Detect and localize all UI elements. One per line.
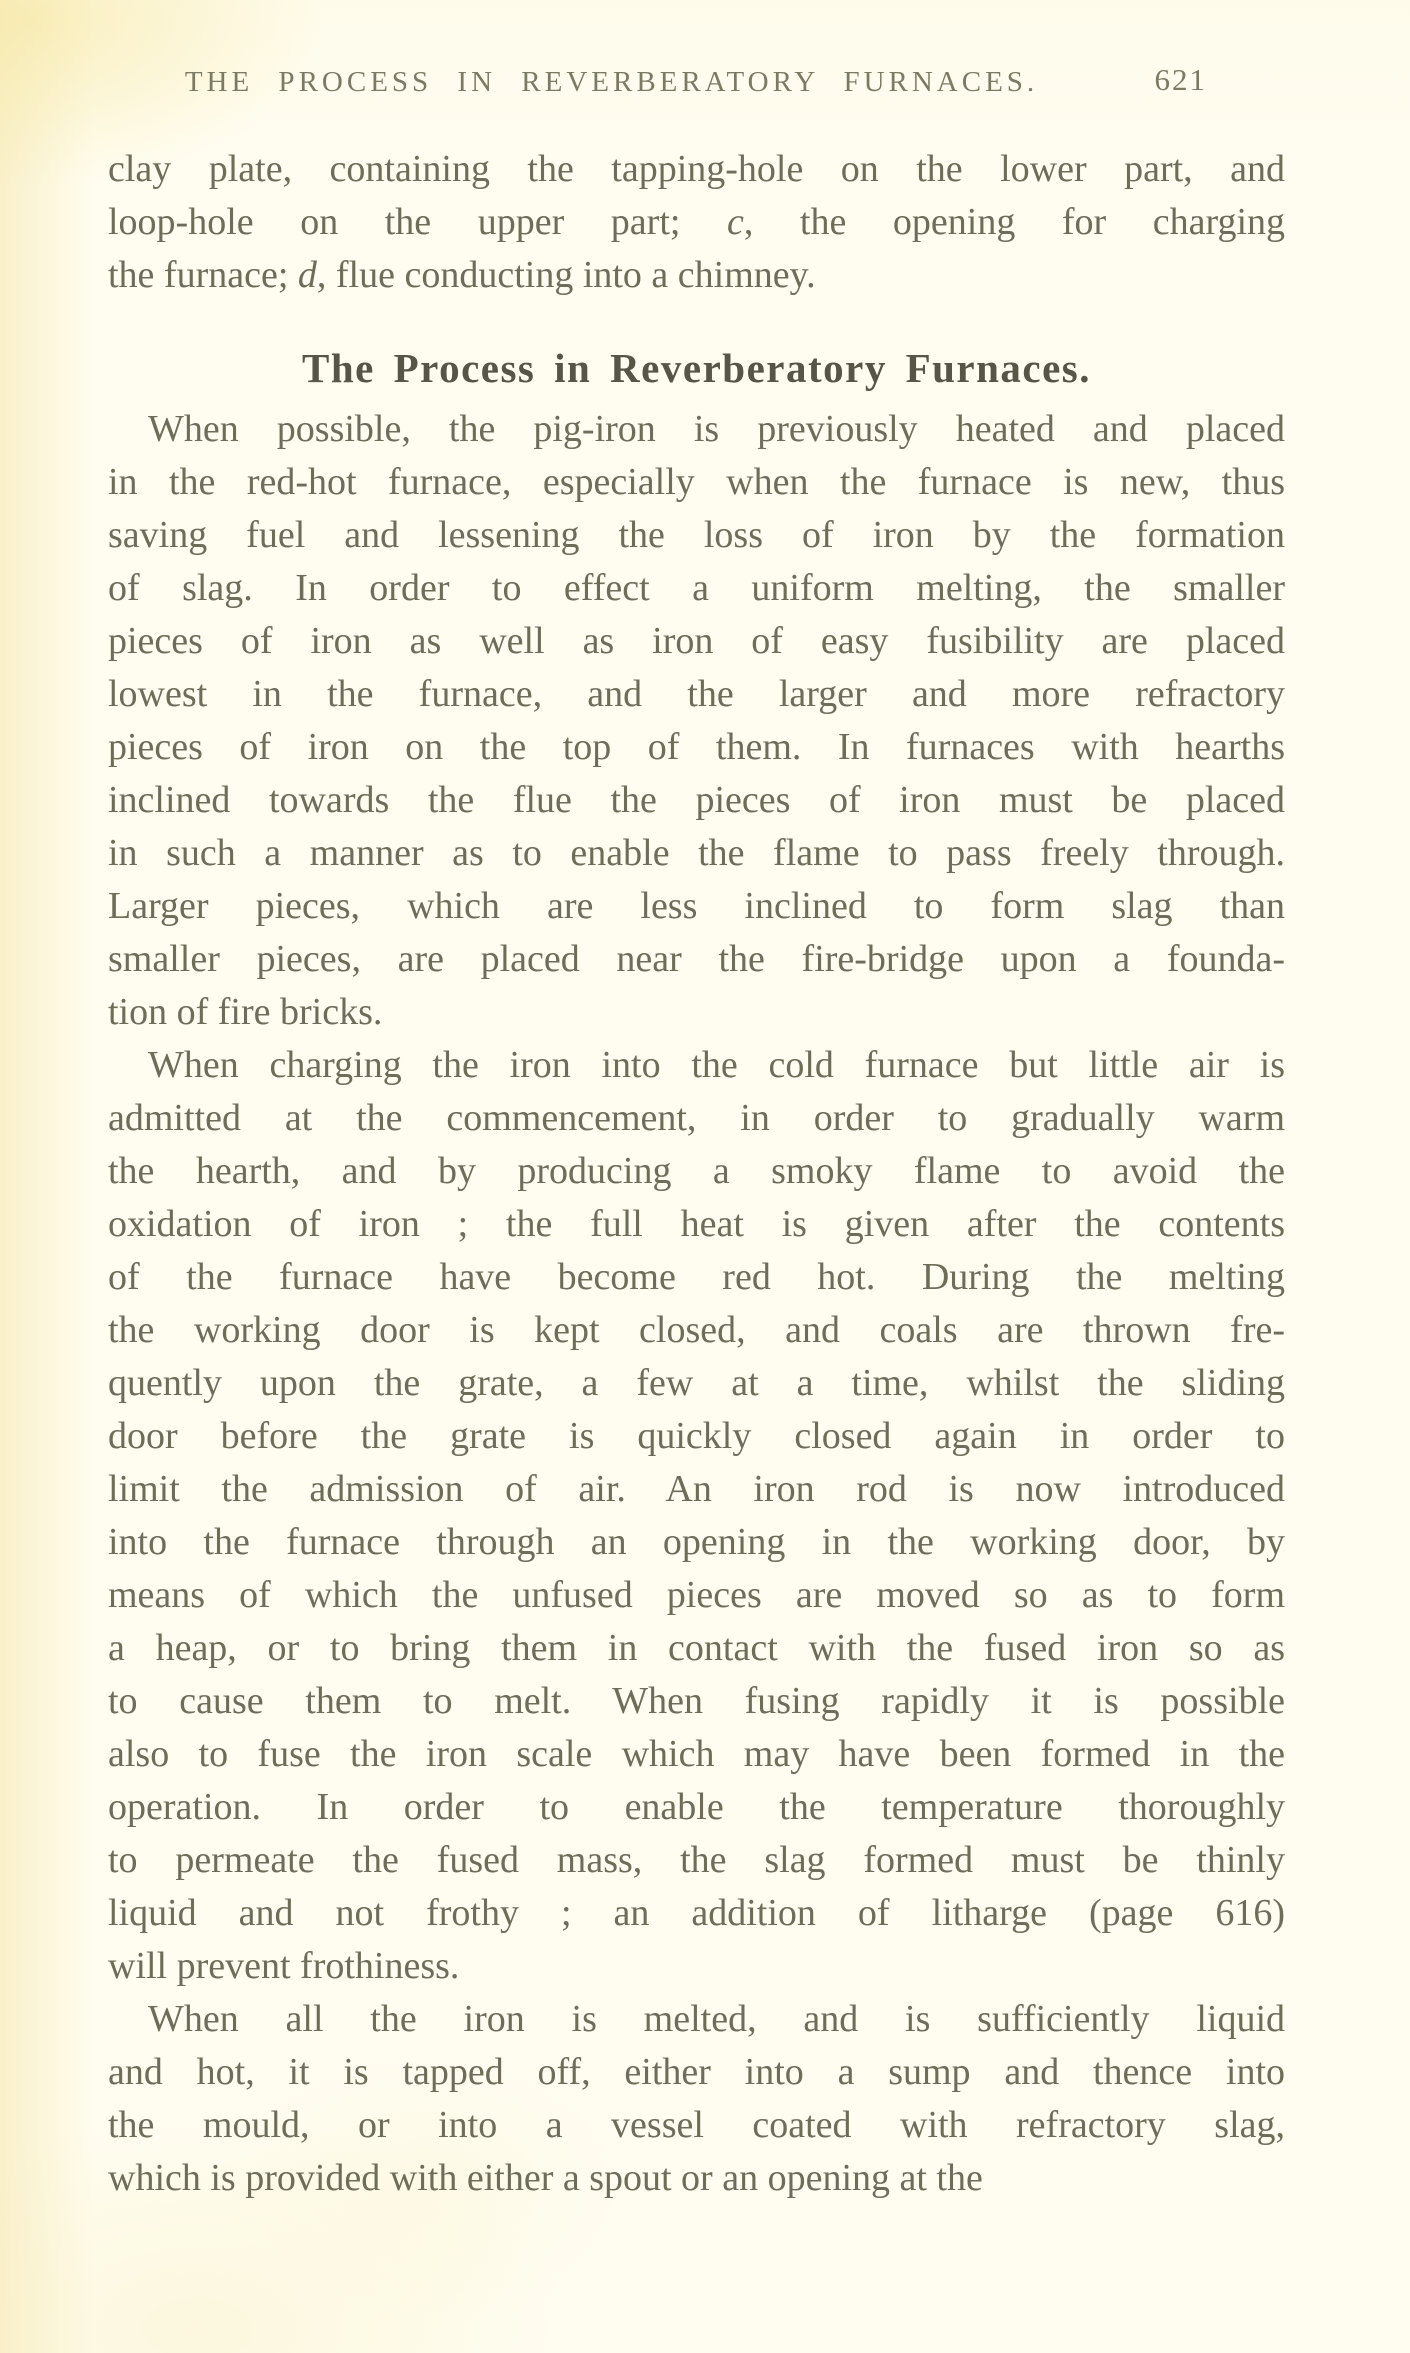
- text-line: means of which the unfused pieces are moved so as to form: [108, 1574, 1285, 1616]
- text-line: and hot, it is tapped off, either into a sump and thence into: [108, 2051, 1285, 2093]
- book-page: [108, 0, 1285, 2205]
- body-paragraph-3: [108, 1993, 1285, 2205]
- text-line: saving fuel and lessening the loss of iron by the formation: [108, 514, 1285, 556]
- text-line: in such a manner as to enable the flame to pass freely through.: [108, 832, 1285, 874]
- text-line: limit the admission of air. An iron rod is now introduced: [108, 1468, 1285, 1510]
- section-heading: The Process in Reverberatory Furnaces.: [301, 345, 1092, 391]
- text-line: smaller pieces, are placed near the fire-bridge upon a founda-: [108, 938, 1285, 980]
- text-line: of the furnace have become red hot. During the melting: [108, 1256, 1285, 1298]
- text-line: pieces of iron as well as iron of easy fusibility are placed: [108, 620, 1285, 662]
- text-line: liquid and not frothy ; an addition of litharge (page 616): [108, 1892, 1285, 1934]
- text-line: lowest in the furnace, and the larger and more refractory: [108, 673, 1285, 715]
- text-segment: clay plate, containing the tapping-hole on the lower part, and: [108, 148, 1285, 190]
- text-line: will prevent frothiness.: [108, 1945, 460, 1987]
- text-line: door before the grate is quickly closed again in order to: [108, 1415, 1285, 1457]
- text-segment: the furnace;: [108, 254, 298, 296]
- text-line: which is provided with either a spout or an opening at the: [108, 2157, 983, 2199]
- text-line: operation. In order to enable the temperature thoroughly: [108, 1786, 1285, 1828]
- text-line: to cause them to melt. When fusing rapidly it is possible: [108, 1680, 1285, 1722]
- text-line: the working door is kept closed, and coals are thrown fre-: [108, 1309, 1285, 1351]
- text-line: to permeate the fused mass, the slag formed must be thinly: [108, 1839, 1285, 1881]
- body-paragraph-1: [108, 403, 1285, 1039]
- text-line: When charging the iron into the cold furnace but little air is: [148, 1044, 1285, 1086]
- text-segment: , flue conducting into a chimney.: [316, 254, 816, 296]
- text-line: pieces of iron on the top of them. In furnaces with hearths: [108, 726, 1285, 768]
- text-line: quently upon the grate, a few at a time, whilst the sliding: [108, 1362, 1285, 1404]
- text-line: inclined towards the flue the pieces of iron must be placed: [108, 779, 1285, 821]
- text-line: the hearth, and by producing a smoky flame to avoid the: [108, 1150, 1285, 1192]
- page-number: 621: [1154, 62, 1207, 97]
- text-line: of slag. In order to effect a uniform melting, the smaller: [108, 567, 1285, 609]
- text-line: also to fuse the iron scale which may have been formed in the: [108, 1733, 1285, 1775]
- text-line: When all the iron is melted, and is sufficiently liquid: [148, 1998, 1285, 2040]
- italic-text-segment: d: [297, 254, 317, 296]
- text-line: Larger pieces, which are less inclined to form slag than: [108, 885, 1285, 927]
- running-header-title: THE PROCESS IN REVERBERATORY FURNACES.: [184, 66, 1039, 98]
- intro-paragraph: [108, 143, 1285, 302]
- text-segment: , the opening for charging: [743, 201, 1286, 243]
- text-line: [108, 143, 1285, 196]
- text-line: [108, 249, 1285, 302]
- text-line: in the red-hot furnace, especially when the furnace is new, thus: [108, 461, 1285, 503]
- text-line: When possible, the pig-iron is previously heated and placed: [148, 408, 1285, 450]
- text-line: a heap, or to bring them in contact with the fused iron so as: [108, 1627, 1285, 1669]
- text-line: [108, 196, 1285, 249]
- text-line: oxidation of iron ; the full heat is given after the contents: [108, 1203, 1285, 1245]
- page-body-text: [108, 143, 1285, 2205]
- running-header: [108, 0, 1285, 108]
- text-line: admitted at the commencement, in order to gradually warm: [108, 1097, 1285, 1139]
- text-line: into the furnace through an opening in the working door, by: [108, 1521, 1285, 1563]
- body-paragraph-2: [108, 1039, 1285, 1993]
- italic-text-segment: c: [727, 201, 744, 243]
- text-segment: loop-hole on the upper part;: [108, 201, 727, 243]
- text-line: tion of fire bricks.: [108, 991, 383, 1033]
- text-line: the mould, or into a vessel coated with refractory slag,: [108, 2104, 1285, 2146]
